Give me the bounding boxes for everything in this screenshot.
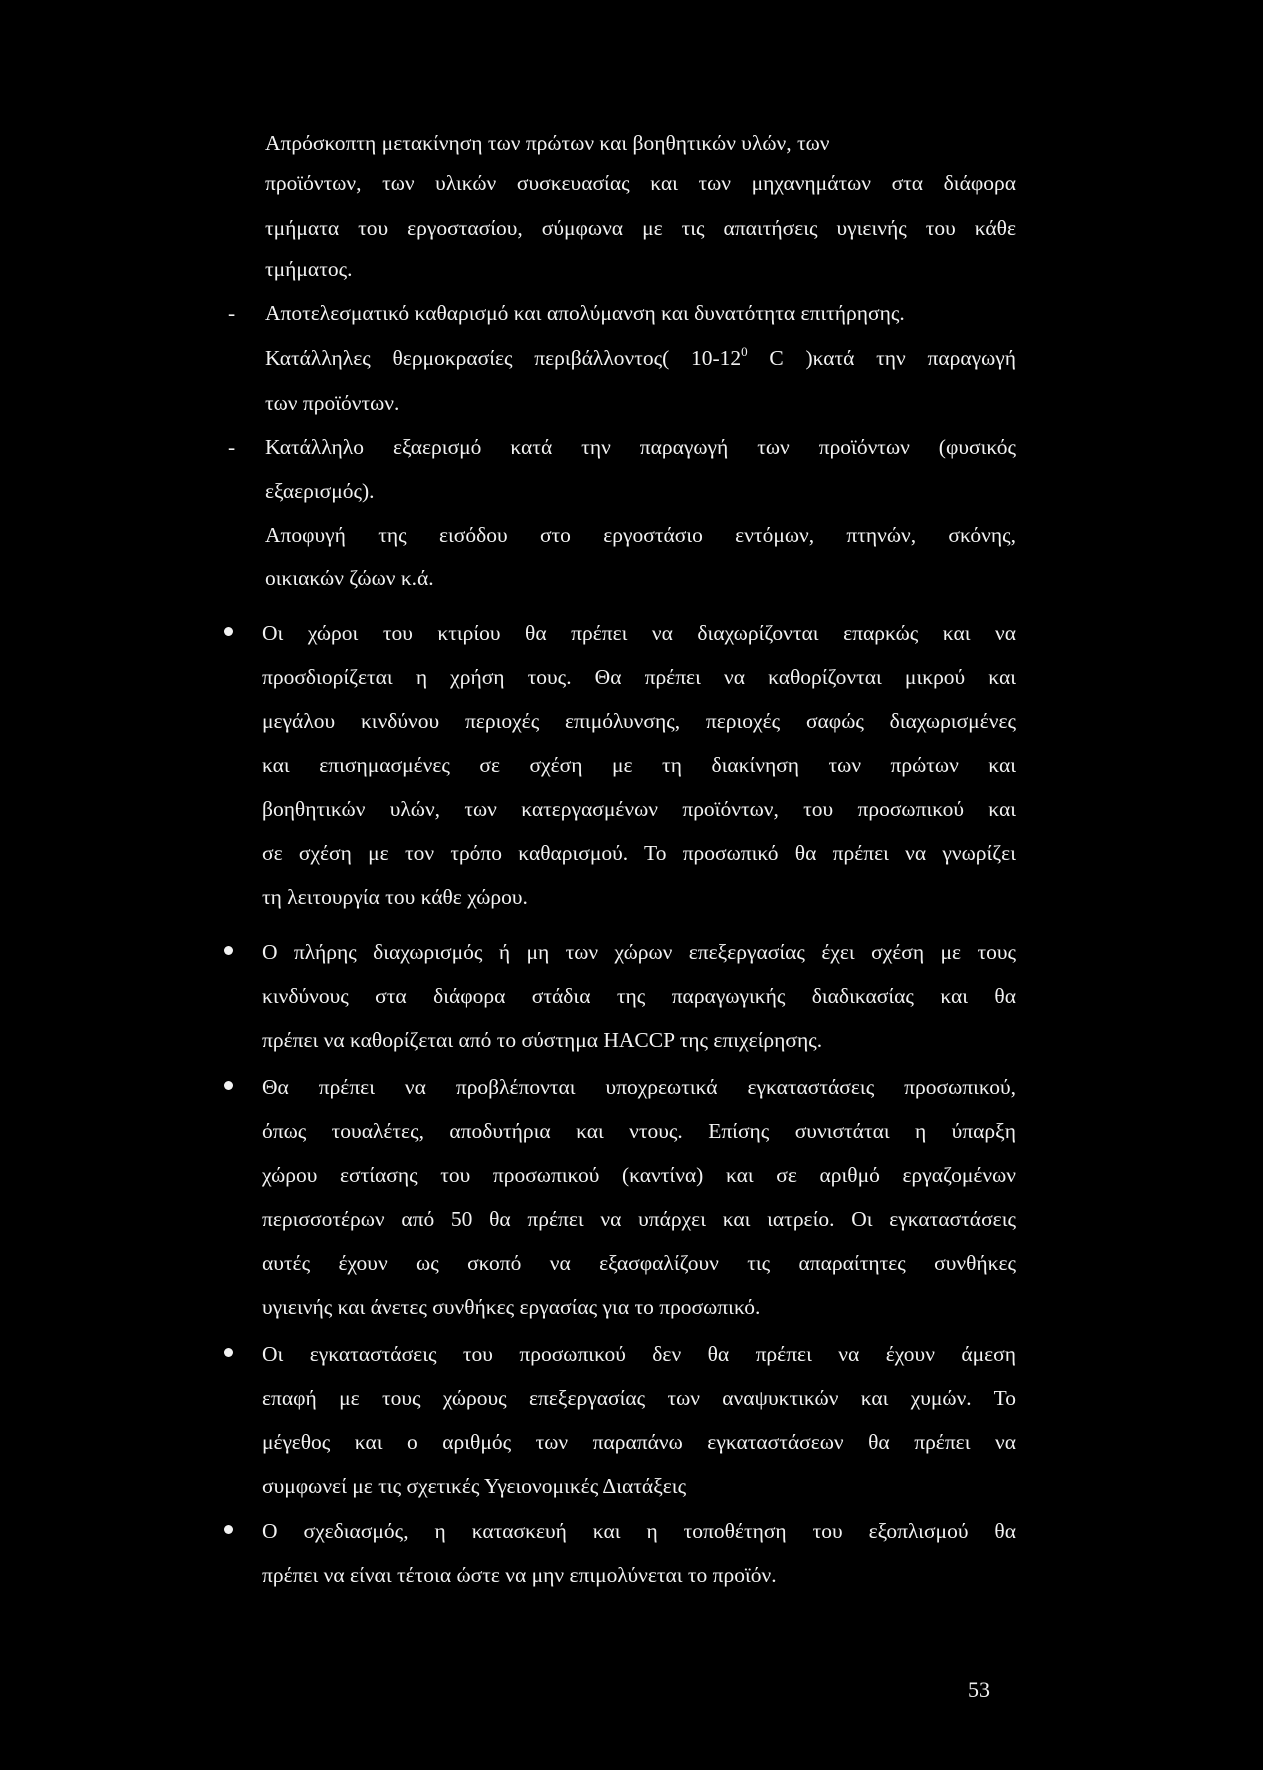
text-line-segment: Κατάλληλες θερμοκρασίες περιβάλλοντος( 10-12	[265, 346, 742, 370]
text-line: κινδύνους στα διάφορα στάδια της παραγωγικής διαδικασίας και θα	[262, 984, 1016, 1008]
text-line: οικιακών ζώων κ.ά.	[265, 566, 434, 590]
text-line: και επισημασμένες σε σχέση με τη διακίνηση των πρώτων και	[262, 753, 1016, 777]
text-line: Οι χώροι του κτιρίου θα πρέπει να διαχωρίζονται επαρκώς και να	[262, 621, 1016, 645]
text-line: τμήματα του εργοστασίου, σύμφωνα με τις απαιτήσεις υγιεινής του κάθε	[265, 216, 1016, 240]
text-line: Κατάλληλο εξαερισμό κατά την παραγωγή των προϊόντων (φυσικός	[265, 435, 1016, 459]
bullet-marker	[224, 627, 233, 636]
text-line: όπως τουαλέτες, αποδυτήρια και ντους. Επίσης συνιστάται η ύπαρξη	[262, 1119, 1016, 1143]
text-line: μέγεθος και ο αριθμός των παραπάνω εγκαταστάσεων θα πρέπει να	[262, 1430, 1016, 1454]
bullet-marker	[224, 946, 233, 955]
text-line: Ο πλήρης διαχωρισμός ή μη των χώρων επεξεργασίας έχει σχέση με τους	[262, 940, 1016, 964]
text-line: Ο σχεδιασμός, η κατασκευή και η τοποθέτηση του εξοπλισμού θα	[262, 1519, 1016, 1543]
text-line: υγιεινής και άνετες συνθήκες εργασίας για το προσωπικό.	[262, 1295, 761, 1319]
text-line-segment: Απρόσκοπτη μετακίνηση των πρώτων και βοηθητικών υλών, των	[265, 131, 830, 155]
text-line: Αποφυγή της εισόδου στο εργοστάσιο εντόμων, πτηνών, σκόνης,	[265, 523, 1016, 547]
text-line: προσδιορίζεται η χρήση τους. Θα πρέπει να καθορίζονται μικρού και	[262, 665, 1016, 689]
page-number: 53	[968, 1677, 990, 1702]
dash-marker: -	[228, 301, 236, 325]
text-line: σε σχέση με τον τρόπο καθαρισμού. Το προσωπικό θα πρέπει να γνωρίζει	[262, 841, 1016, 865]
text-line: βοηθητικών υλών, των κατεργασμένων προϊόντων, του προσωπικού και	[262, 797, 1016, 821]
text-line	[265, 345, 1016, 371]
text-line: πρέπει να καθορίζεται από το σύστημα HACCP της επιχείρησης.	[262, 1028, 823, 1052]
bullet-marker	[224, 1525, 233, 1534]
text-line: περισσοτέρων από 50 θα πρέπει να υπάρχει και ιατρείο. Οι εγκαταστάσεις	[262, 1207, 1016, 1231]
text-line: των προϊόντων.	[265, 391, 400, 415]
text-line: συμφωνεί με τις σχετικές Υγειονομικές Διατάξεις	[262, 1474, 687, 1498]
degree-superscript: 0	[741, 344, 748, 359]
text-line: αυτές έχουν ως σκοπό να εξασφαλίζουν τις απαραίτητες συνθήκες	[262, 1251, 1016, 1275]
text-line: επαφή με τους χώρους επεξεργασίας των αναψυκτικών και χυμών. Το	[262, 1386, 1016, 1410]
bullet-marker	[224, 1081, 233, 1090]
text-line: Οι εγκαταστάσεις του προσωπικού δεν θα πρέπει να έχουν άμεση	[262, 1342, 1016, 1366]
text-line: πρέπει να είναι τέτοια ώστε να μην επιμολύνεται το προϊόν.	[262, 1563, 777, 1587]
text-line: μεγάλου κινδύνου περιοχές επιμόλυνσης, περιοχές σαφώς διαχωρισμένες	[262, 709, 1016, 733]
text-line: Αποτελεσματικό καθαρισμό και απολύμανση και δυνατότητα επιτήρησης.	[265, 301, 905, 325]
text-line: Θα πρέπει να προβλέπονται υποχρεωτικά εγκαταστάσεις προσωπικού,	[262, 1075, 1016, 1099]
bullet-marker	[224, 1348, 233, 1357]
text-line: προϊόντων, των υλικών συσκευασίας και των μηχανημάτων στα διάφορα	[265, 171, 1016, 195]
dash-marker: -	[228, 435, 236, 459]
text-line: τμήματος.	[265, 257, 353, 281]
text-line: χώρου εστίασης του προσωπικού (καντίνα) και σε αριθμό εργαζομένων	[262, 1163, 1016, 1187]
text-line: τη λειτουργία του κάθε χώρου.	[262, 885, 528, 909]
text-line	[265, 130, 1016, 156]
text-line-segment: C )κατά την παραγωγή	[747, 346, 1016, 370]
text-line: εξαερισμός).	[265, 479, 375, 503]
